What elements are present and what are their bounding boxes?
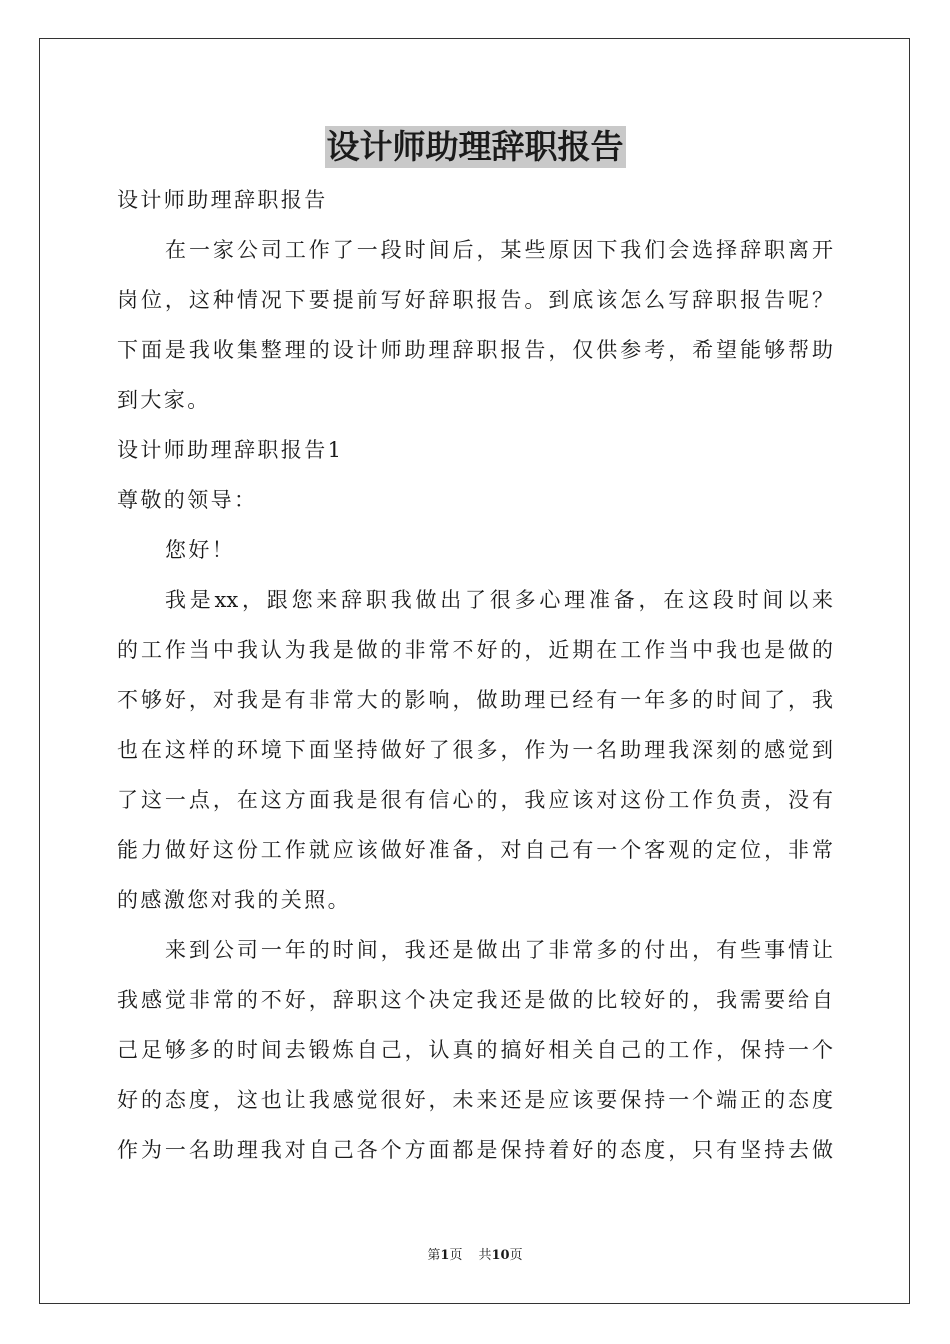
text-line: 我是xx，跟您来辞职我做出了很多心理准备，在这段时间以来 — [165, 588, 833, 612]
text-line: 作为一名助理我对自己各个方面都是保持着好的态度，只有坚持去做 — [117, 1138, 833, 1162]
text-line: 来到公司一年的时间，我还是做出了非常多的付出，有些事情让 — [165, 938, 833, 962]
text-line: 在一家公司工作了一段时间后，某些原因下我们会选择辞职离开 — [165, 238, 833, 262]
text-line: 下面是我收集整理的设计师助理辞职报告，仅供参考，希望能够帮助 — [117, 338, 833, 362]
text-line: 尊敬的领导： — [117, 488, 258, 512]
text-line: 的感激您对我的关照。 — [117, 888, 351, 912]
text-line: 的工作当中我认为我是做的非常不好的，近期在工作当中我也是做的 — [117, 638, 833, 662]
text-line: 设计师助理辞职报告1 — [117, 438, 344, 462]
title-container — [0, 126, 950, 168]
page-number: 第1页 — [427, 1248, 463, 1263]
text-line: 不够好，对我是有非常大的影响，做助理已经有一年多的时间了，我 — [117, 688, 833, 712]
text-line: 岗位，这种情况下要提前写好辞职报告。到底该怎么写辞职报告呢？ — [117, 288, 833, 312]
document-body — [117, 175, 833, 1175]
text-line: 能力做好这份工作就应该做好准备，对自己有一个客观的定位，非常 — [117, 838, 833, 862]
text-line: 己足够多的时间去锻炼自己，认真的搞好相关自己的工作，保持一个 — [117, 1038, 833, 1062]
text-line: 您好！ — [165, 538, 236, 562]
text-line: 好的态度，这也让我感觉很好，未来还是应该要保持一个端正的态度 — [117, 1088, 833, 1112]
page-total: 共10页 — [478, 1248, 523, 1263]
page-footer — [0, 1246, 950, 1266]
text-line: 我感觉非常的不好，辞职这个决定我还是做的比较好的，我需要给自 — [117, 988, 833, 1012]
text-line: 了这一点，在这方面我是很有信心的，我应该对这份工作负责，没有 — [117, 788, 833, 812]
text-line: 也在这样的环境下面坚持做好了很多，作为一名助理我深刻的感觉到 — [117, 738, 833, 762]
document-title: 设计师助理辞职报告 — [326, 127, 624, 166]
text-line: 设计师助理辞职报告 — [117, 188, 328, 212]
text-line: 到大家。 — [117, 388, 211, 412]
